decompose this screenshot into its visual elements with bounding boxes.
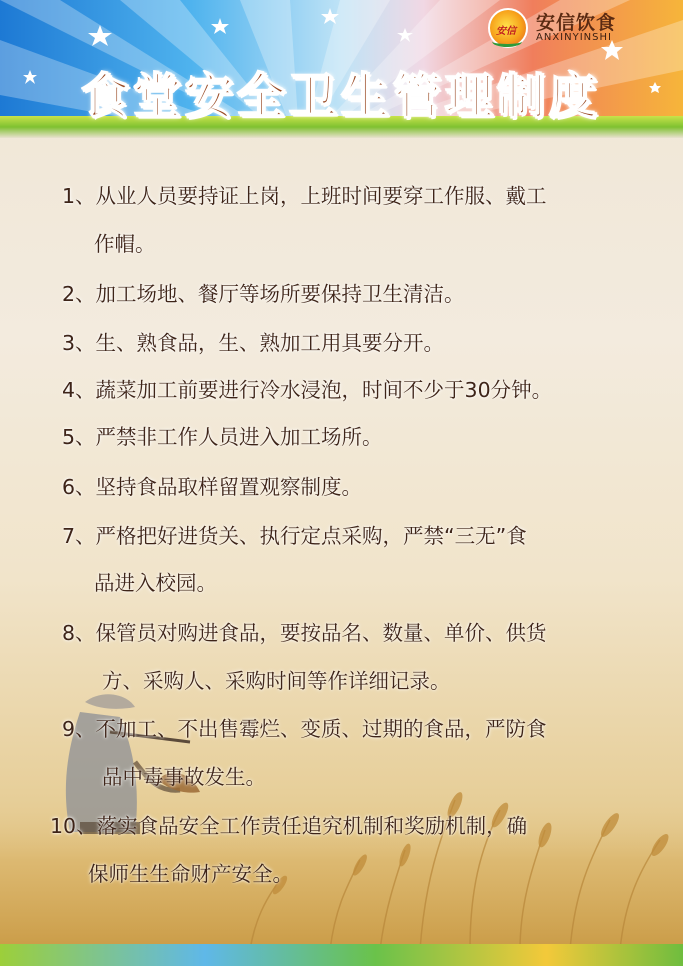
rule-4: 4、蔬菜加工前要进行冷水浸泡，时间不少于30分钟。 [62,378,553,402]
rule-7-line-2: 品进入校园。 [94,571,217,595]
rule-6: 6、坚持食品取样留置观察制度。 [62,475,363,499]
rule-7-line-1: 7、严格把好进货关、执行定点采购，严禁“三无”食 [62,524,527,548]
rule-9-line-1: 9、不加工、不出售霉烂、变质、过期的食品，严防食 [62,717,547,741]
page-title: 食堂安全卫生管理制度 [81,69,602,125]
logo-emblem-icon [488,8,528,48]
logo-mark: 安信 [496,26,516,37]
rule-8-line-2: 方、采购人、采购时间等作详细记录。 [102,669,451,693]
rule-5: 5、严禁非工作人员进入加工场所。 [62,425,383,449]
header-banner [0,0,683,138]
logo-name: 安信饮食 [536,12,617,34]
star-icon [211,18,229,34]
rule-3: 3、生、熟食品，生、熟加工用具要分开。 [62,331,445,355]
brand-logo [488,6,674,44]
rule-2: 2、加工场地、餐厅等场所要保持卫生清洁。 [62,282,465,306]
rule-1-line-1: 1、从业人员要持证上岗，上班时间要穿工作服、戴工 [62,184,547,208]
footer-color-bar [0,944,683,966]
rule-1-line-2: 作帽。 [94,232,156,256]
rule-8-line-1: 8、保管员对购进食品，要按品名、数量、单价、供货 [62,621,547,645]
rule-10-line-2: 保师生生命财产安全。 [88,862,293,886]
rule-9-line-2: 品中毒事故发生。 [102,765,266,789]
rule-10-line-1: 10、落实食品安全工作责任追究机制和奖励机制，确 [50,814,528,838]
logo-pinyin: ANXINYINSHI [536,32,612,43]
